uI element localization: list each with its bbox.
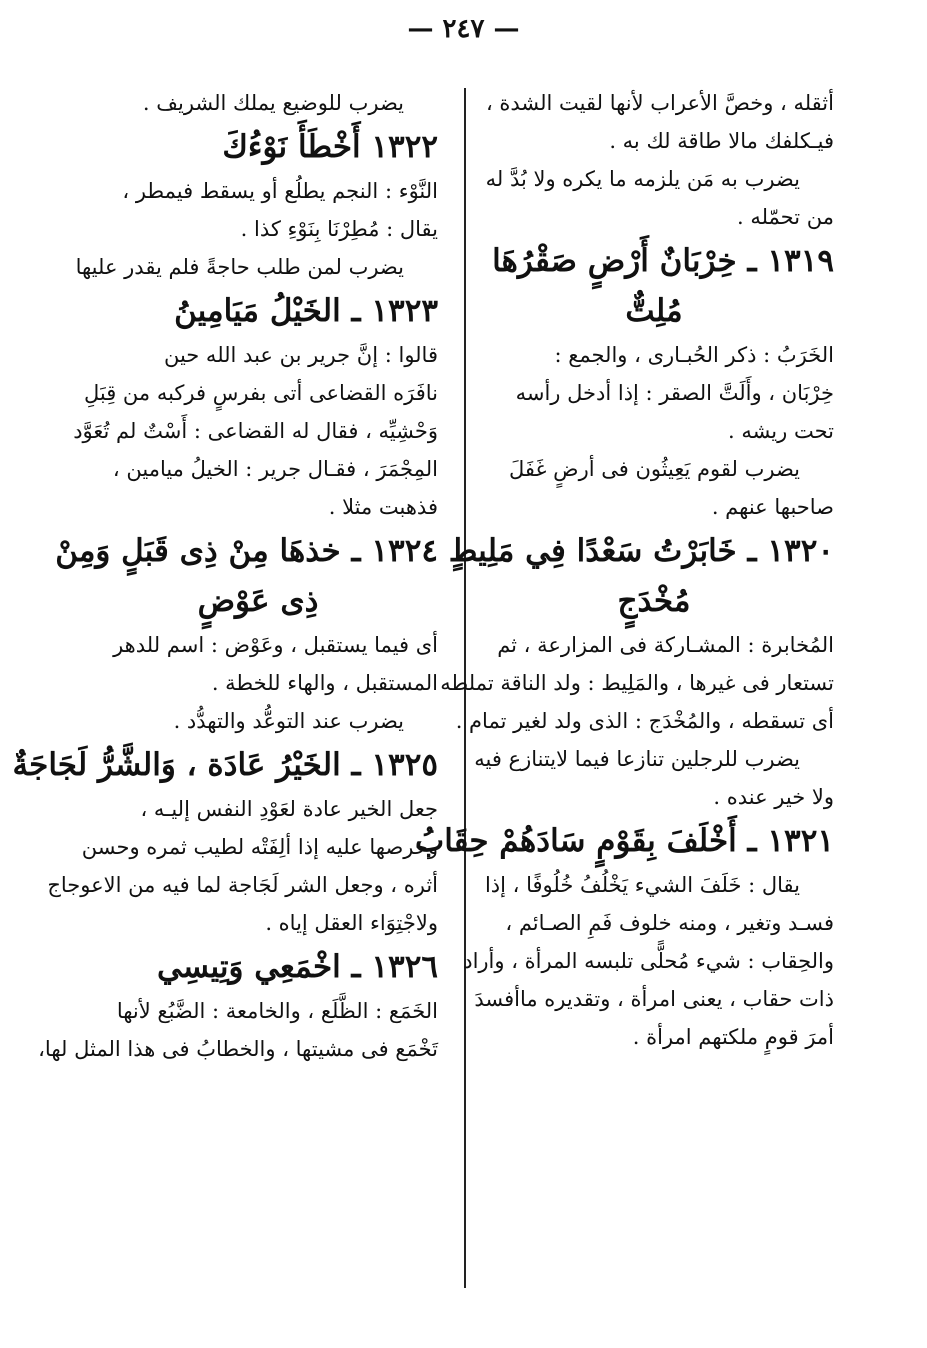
page-number: — ٢٤٧ —: [407, 14, 520, 44]
proverb-heading-1326: ١٣٢٦ ـ اخْمَعِي وَتِيسِي: [156, 949, 438, 985]
text-line: النَّوْء : النجم يطلُع أو يسقط فيمطر ،: [122, 179, 438, 203]
text-line: ولاجْتِوَاء العقل إياه .: [265, 911, 438, 935]
text-line: جعل الخير عادة لعَوْدِ النفس إليـه ،: [140, 797, 438, 821]
text-line: يقال : مُطِرْنَا بِنَوْءِ كذا .: [240, 217, 438, 241]
text-line: يضرب للرجلين تنازعا فيما لايتنازع فيه: [474, 747, 800, 771]
text-line: المِجْمَرَ ، فقـال جرير : الخيلُ ميامين ،: [112, 457, 438, 481]
text-line: فسـد وتغير ، ومنه خلوف فَمِ الصـائم ،: [505, 911, 834, 935]
proverb-heading-1319: ١٣١٩ ـ خِرْبَانٌ أَرْضٍ صَقْرُهَا: [492, 243, 834, 279]
text-line: يضرب عند التوعُّد والتهدُّد .: [173, 709, 404, 733]
proverb-heading-1323: ١٣٢٣ ـ الخَيْلُ مَيَامِينُ: [174, 293, 438, 329]
text-line: المُخابرة : المشـاركة فى المزارعة ، ثم: [497, 633, 834, 657]
left-column: [12, 84, 438, 1068]
text-line: من تحمّله .: [736, 205, 834, 229]
text-line: فذهبت مثلا .: [328, 495, 438, 519]
text-line: نافَرَه القضاعى أتى بفرسٍ فركبه من قِبَلِ: [83, 381, 438, 405]
text-line: وَحْشِيِّه ، فقال له القضاعى : أَسْتٌ لم تُعَوَّد: [73, 419, 438, 443]
text-line: ذات حقاب ، يعنى امرأة ، وتقديره ماأفسدَ: [474, 987, 834, 1011]
proverb-heading-1320-cont: مُخْدَجٍ: [617, 583, 691, 619]
text-line: أثقله ، وخصَّ الأعراب لأنها لقيت الشدة ،: [485, 91, 834, 115]
text-line: أمرَ قومٍ ملكتهم امرأة .: [632, 1025, 834, 1049]
text-line: المستقبل ، والهاء للخطة .: [211, 671, 438, 695]
text-line: صاحبها عنهم .: [711, 495, 834, 519]
proverb-heading-1322: ١٣٢٢ أَخْطَأَ نَوْءُكَ: [222, 129, 438, 165]
proverb-heading-1319-cont: مُلِتٌّ: [625, 293, 683, 329]
text-line: وحرصها عليه إذا ألِفَتْه لطيب ثمره وحسن: [81, 835, 438, 859]
proverb-heading-1324-cont: ذِى عَوْضٍ: [197, 583, 319, 619]
text-line: قالوا : إنَّ جرير بن عبد الله حين: [163, 343, 438, 367]
text-line: أثره ، وجعل الشر لَجَاجة لما فيه من الاعوجاج: [47, 873, 438, 897]
text-line: الخَمَع : الظَّلَع ، والخامعة : الضَّبُع لأنها: [116, 999, 438, 1023]
proverb-heading-1321: ١٣٢١ ـ أَخْلَفَ بِقَوْمٍ سَادَهُمْ حِقَابُ: [415, 823, 834, 859]
text-line: أى تسقطه ، والمُخْدَج : الذى ولد لغير تمام .: [455, 709, 834, 733]
text-line: تَخْمَع فى مشيتها ، والخطابُ فى هذا المثل لها،: [38, 1037, 438, 1061]
text-line: تحت ريشه .: [727, 419, 834, 443]
proverb-heading-1320: ١٣٢٠ ـ خَابَرْتُ سَعْدًا فِي مَلِيطٍ: [448, 533, 834, 569]
text-line: أى فيما يستقبل ، وعَوْض : اسم للدهر: [113, 633, 438, 657]
text-line: يضرب لقوم يَعِيثُون فى أرضٍ غَفَلَ: [509, 457, 800, 481]
text-line: فيـكلفك مالا طاقة لك به .: [609, 129, 834, 153]
text-line: والحِقاب : شيء مُحلًّى تلبسه المرأة ، وأراد: [463, 949, 834, 973]
proverb-heading-1325: ١٣٢٥ ـ الخَيْرُ عَادَة ، وَالشَّرُّ لَجَاجَةٌ: [12, 747, 438, 783]
text-line: يضرب به مَن يلزمه ما يكره ولا بُدَّ له: [485, 167, 800, 191]
text-line: يضرب لمن طلب حاجةً فلم يقدر عليها: [75, 255, 404, 279]
text-line: خِرْبَان ، وأَلَتَّ الصقر : إذا أدخل رأسه: [515, 381, 834, 405]
text-line: ولا خير عنده .: [713, 785, 834, 809]
proverb-heading-1324: ١٣٢٤ ـ خذهَا مِنْ ذِى قَبَلٍ وَمِنْ: [55, 533, 438, 569]
text-line: يضرب للوضيع يملك الشريف .: [142, 91, 404, 115]
text-line: الخَرَبُ : ذكر الحُبـارى ، والجمع :: [554, 343, 834, 367]
text-line: تستعار فى غيرها ، والمَلِيط : ولد الناقة تملطه: [440, 671, 834, 695]
text-line: يقال : خَلَفَ الشيء يَخْلُفُ خُلُوفًا ، إذا: [484, 873, 800, 897]
right-column: [415, 84, 834, 1056]
